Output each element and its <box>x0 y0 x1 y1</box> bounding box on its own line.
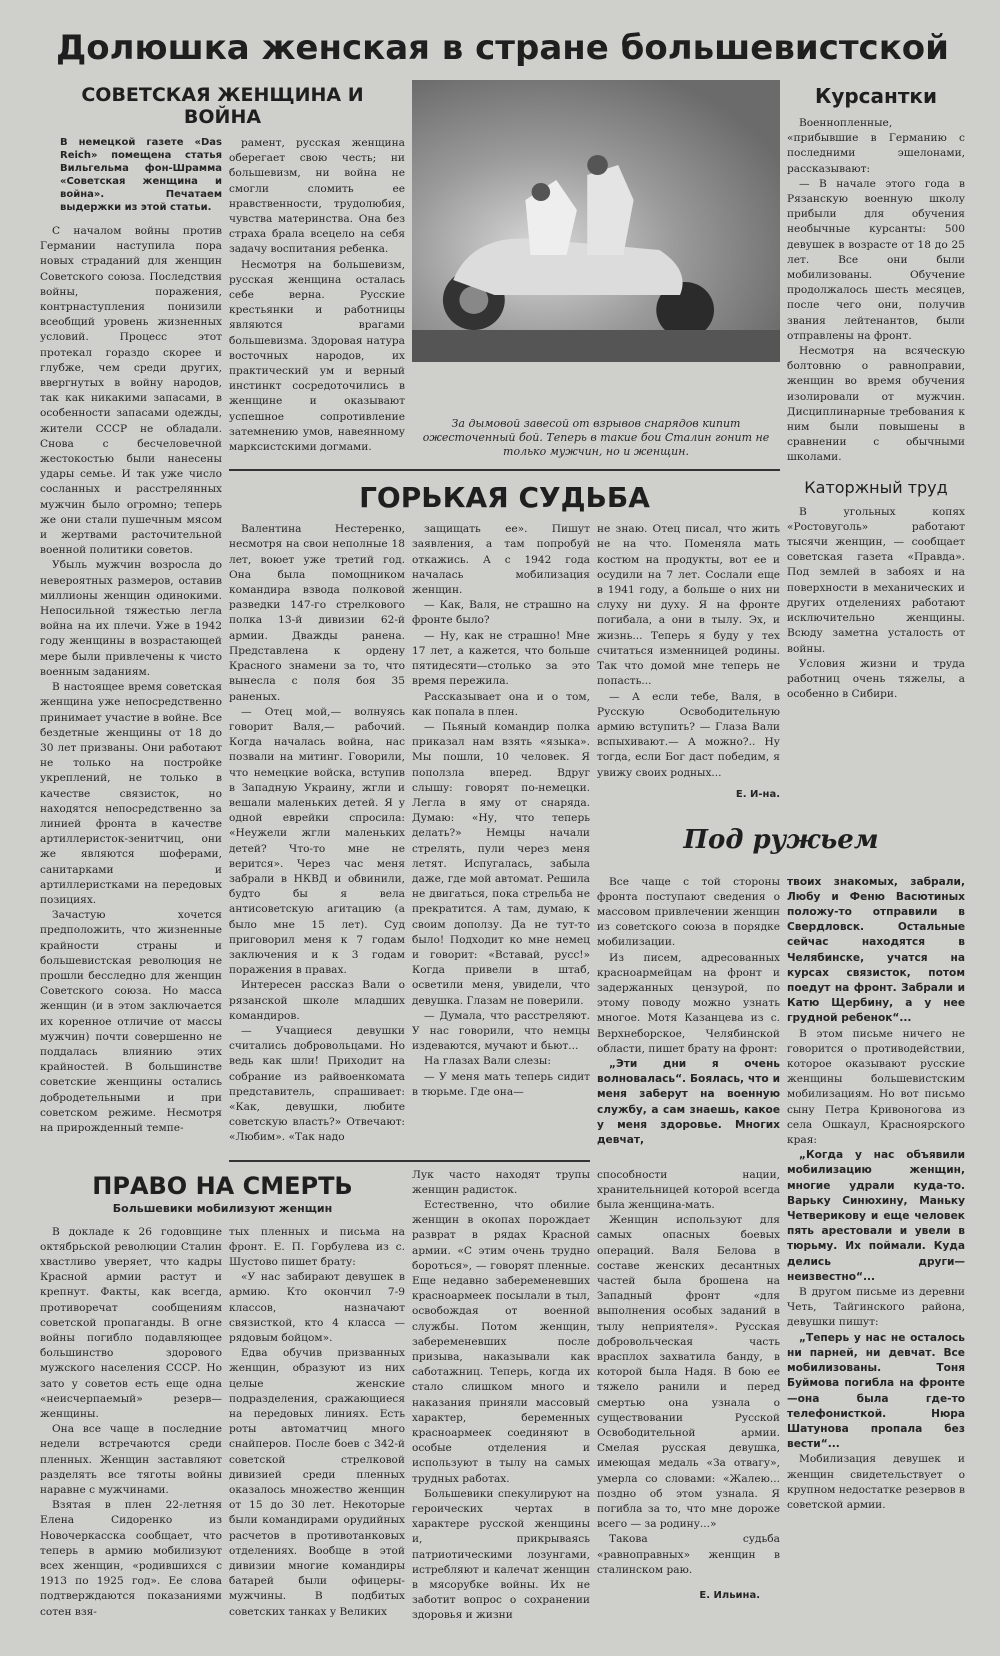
article-header-block <box>229 463 780 522</box>
letter-quote: твоих знакомых, забрали, Любу и Феню Васютиных положу-то отправили в Свердловск. Остальные сейчас находятся в Челябинске, учатся на курсах связисток, потом поедут на фронт. Забрали и Катю Щербину, а у нее грудной ребенок“... <box>787 875 965 1025</box>
article-column <box>787 505 965 711</box>
letter-quote: „Когда у нас объявили мобилизацию женщин, многие удрали куда-то. Варьку Синюхину, Маньку Четверикову и еще человек пять арестовали и увели в тюрьму. Их поймали. Куда делись други—неизвестно“... <box>787 1149 965 1283</box>
paragraph: Валентина Нестеренко, несмотря на свои неполные 18 лет, воюет уже третий год. Она была помощником командира взвода полковой разведки 147-го стрелкового полка 13-й дивизии 62-й армии. Дважды ранена. Представлена к ордену Красного знамени за то, что вынесла с поля боя 35 раненых. <box>229 523 405 703</box>
article-headline: ПРАВО НА СМЕРТЬ <box>92 1171 353 1200</box>
article-column <box>229 136 405 463</box>
paragraph: Несмотря на большевизм, русская женщина осталась себе верна. Русские крестьянки и работницы являются врагами большевизма. Здоровая натура восточных народов, их практический ум и верный инстинкт сосредоточились в женщине и оказывают успешное сопротивление затемнению умов, навеянному марксистскими догмами. <box>229 258 405 454</box>
article-column <box>597 522 780 810</box>
article-column <box>597 1168 780 1612</box>
paragraph: Зачастую хочется предположить, что жизненные крайности страны и большевистская революция не прошли бесследно для женщин Советского союза. Но масса женщин (и в этом заключается их коренное отличие от массы мужчин) почти совершенно не поддалась влиянию этих крайностей. В большинстве советские женщины остались добродетельными и при советском режиме. Несмотря на прирожденный темпе- <box>40 909 222 1134</box>
paragraph: Убыль мужчин возросла до невероятных размеров, оставив миллионы женщин одинокими. Непосильной тяжестью легла война на их плечи. Уже в 1942 году женщины в возрастающей мере были привлечены к чисто военным заданиям. <box>40 559 222 678</box>
paragraph: Она все чаще в последние недели встречаются среди пленных. Женщин заставляют разделять все тяготы войны наравне с мужчинами. <box>40 1423 222 1496</box>
paragraph: — Пьяный командир полка приказал нам взять «языка». Мы пошли, 10 человек. Я поползла вперед. Вдруг слышу: говорят по-немецки. Легла в яму от снаряда. Думаю: «Ну, что теперь делать?» Немцы начали стрелять, пули через меня летят. Испугалась, забыла даже, где мой автомат. Решила не двигаться, пока стрельба не прекратится. А там, думаю, к своим доползу. Да не тут-то было! Подходит ко мне немец и говорит: «Вставай, русс!» Когда привели в штаб, осветили меня, увидели, что девушка. Глазам не поверили. <box>412 720 590 1007</box>
paragraph: Условия жизни и труда работниц очень тяжелы, а особенно в Сибири. <box>787 657 965 701</box>
paragraph: Военнопленные, «прибывшие в Германию с последними эшелонами, рассказывают: <box>787 117 965 175</box>
paragraph: В докладе к 26 годовщине октябрьской революции Сталин хвастливо уверяет, что кадры Красной армии растут и крепнут. Факты, как всегда, противоречат сообщениям советской пропаганды. В огне войны погибло подавляющее большинство здорового мужского населения СССР. Но зато у советов есть еще одна «неисчерпаемый» резерв—женщины. <box>40 1225 222 1420</box>
photo-caption: За дымовой завесой от взрывов снарядов кипит ожесточенный бой. Теперь в такие бои Сталин гонит не только мужчин, но и женщин. <box>422 417 770 459</box>
paragraph: способности нации, хранительницей которой всегда была женщина-мать. <box>597 1168 780 1211</box>
page-title: Долюшка женская в стране большевистской <box>56 28 949 68</box>
paragraph: — Учащиеся девушки считались добровольцами. Но ведь как шли! Приходит на собрание из райвоенкомата представитель, спрашивает: «Как, девушки, любите советскую власть?» Отвечают: «Любим». «Так надо <box>229 1024 405 1144</box>
paragraph: Из писем, адресованных красноармейцам на фронт и задержанных цензурой, по этому поводу можно узнать многое. Мотя Казанцева из с. Верхнеборское, Челябинской области, пишет брату на фронт: <box>597 951 780 1055</box>
article-column <box>597 875 780 1157</box>
paragraph: защищать ее». Пишут заявления, а там попробуй откажись. А с 1942 года началась мобилизация женщин. <box>412 523 590 597</box>
article-column <box>787 875 965 1522</box>
paragraph: Такова судьба «равноправных» женщин в сталинском раю. <box>597 1533 780 1576</box>
paragraph: Женщин используют для самых опасных боевых операций. Валя Белова в составе женских десантных частей была брошена на Западный фронт «для выполнения особых заданий в тылу неприятеля». Русская добровольческая часть врасплох захватила банду, в которой была Надя. В бою ее тяжело ранили и перед смертью она узнала о существовании Русской Освободительной армии. Смелая русская девушка, имеющая медаль «За отвагу», умерла со словами: «Жалею... поздно об этом узнала. Я погибла за то, что мне дороже всего — за родину...» <box>597 1214 780 1531</box>
paragraph: Интересен рассказ Вали о рязанской школе младших командиров. <box>229 979 405 1022</box>
paragraph: «У нас забирают девушек в армию. Кто окончил 7-9 классов, назначают связисткой, кто 4 класса — рядовым бойцом». <box>229 1271 405 1344</box>
paragraph: — У меня мать теперь сидит в тюрьме. Где она— <box>412 1070 590 1098</box>
paragraph: На глазах Вали слезы: <box>424 1055 551 1068</box>
paragraph: Несмотря на всяческую болтовню о равноправии, женщин во время обучения изолировали от мужчин. Дисциплинарные требования к ним были повышены в сравнении с обычными школами. <box>787 345 965 464</box>
paragraph: — А если тебе, Валя, в Русскую Освободительную армию вступить? — Глаза Вали вспыхивают.— А можно?.. Ну тогда, если Бог даст победим, я увижу своих родных... <box>597 690 780 779</box>
paragraph: Естественно, что обилие женщин в окопах порождает разврат в рядах Красной армии. «С этим очень трудно бороться», — говорят пленные. Еще недавно забеременевших красноармеек посылали в тыл, освобождая от военной службы. Потом женщин, забеременевших после призыва, наказывали как саботажниц. Теперь, когда их стало слишком много и наказания приняли массовый характер, беременных красноармеек соединяют в особые отделения и используют в тылу на самых трудных работах. <box>412 1199 590 1485</box>
article-column <box>787 116 965 474</box>
paragraph: тых пленных и письма на фронт. Е. П. Горбулева из с. Шустово пишет брату: <box>229 1225 405 1268</box>
article-headline: Под ружьем <box>683 825 879 856</box>
article-headline: Курсантки <box>814 84 938 108</box>
paragraph: Рассказывает она и о том, как попала в плен. <box>412 690 590 718</box>
article-headline: ГОРЬКАЯ СУДЬБА <box>359 481 650 515</box>
article-lead: В немецкой газете «Das Reich» помещена статья Вильгельма фон-Шрамма «Советская женщина и война». Печатаем выдержки из этой статьи. <box>60 137 222 213</box>
article-headline: Каторжный труд <box>804 477 948 497</box>
article-headline: СОВЕТСКАЯ ЖЕНЩИНА И ВОЙНА <box>81 84 364 128</box>
paragraph: В другом письме из деревни Четь, Тайгинского района, девушки пишут: <box>787 1286 965 1329</box>
paragraph: В угольных копях «Ростовуголь» работают тысячи женщин, — сообщает советская газета «Правда». Под землей в забоях и на поверхности в механических и других отделениях работают исключительно женщины. Всюду заметна усталость от войны. <box>787 505 965 655</box>
paragraph: рамент, русская женщина оберегает свою честь; ни большевизм, ни война не смогли сломить ее нравственности, трудолюбия, чувства материнства. Она без страха брала всецело на себя задачу воспитания ребенка. <box>229 137 405 256</box>
paragraph: В настоящее время советская женщина уже непосредственно принимает участие в войне. Все бездетные женщины от 18 до 30 лет призваны. Они работают не только на постройке укреплений, не только в качестве связисток, но находятся непосредственно за линией фронта в качестве артиллеристок-зенитчиц, они же являются шоферами, санитарками и артиллеристками на передовых позициях. <box>40 681 222 906</box>
paragraph: не знаю. Отец писал, что жить не на что. Поменяла мать костюм на продукты, вот ее и осудили на 7 лет. Сослали еще в 1941 году, а больше о них ни слуху ни духу. Я на фронте погибала, а они в тылу. Эх, и жизнь... Теперь я буду у тех считаться изменницей родины. Так что домой мне теперь не попасть... <box>597 523 780 688</box>
signature: Е. Ильина. <box>699 1590 760 1602</box>
paragraph: Большевики спекулируют на героических чертах в характере русской женщины и, прикрываясь патриотическими лозунгами, истребляют и калечат женщин в мясорубке войны. Их не заботит вопрос о сохранении здоровья и жизни <box>412 1487 590 1622</box>
article-column <box>40 136 222 1144</box>
article-header-block <box>40 1168 405 1221</box>
letter-quote: „Теперь у нас не осталось ни парней, ни девчат. Все мобилизованы. Тоня Буймова погибла на фронте—она была где-то телефонисткой. Нюра Шатунова пропала без вести“... <box>787 1331 965 1451</box>
paragraph: Взятая в плен 22-летняя Елена Сидоренко из Новочеркасска сообщает, что теперь в армию мобилизуют всех женщин, «родившихся с 1913 по 1925 год». Ее слова подтверждаются показаниями сотен взя- <box>40 1499 222 1618</box>
war-photo <box>412 80 780 362</box>
page-grid <box>40 24 972 1632</box>
paragraph: — В начале этого года в Рязанскую военную школу прибыли для обучения необычные курсанты: 500 девушек в возрасте от 18 до 25 лет. Все они были мобилизованы. Обучение продолжалось шесть месяцев, после чего они, получив звания лейтенантов, были отправлены на фронт. <box>787 177 965 342</box>
divider <box>229 469 780 471</box>
article-subheadline: Большевики мобилизуют женщин <box>112 1201 333 1215</box>
paragraph: Мобилизация девушек и женщин свидетельствует о крупном недостатке резервов в советской армии. <box>787 1453 965 1511</box>
article-column <box>412 522 590 1108</box>
paragraph: — Как, Валя, не страшно на фронте было? <box>412 599 590 627</box>
letter-quote: „Эти дни я очень волновалась“. Боялась, что и меня заберут на военную службу, а сам знаешь, какое у меня здоровье. Многих девчат, <box>597 1058 780 1147</box>
paragraph: Едва обучив призванных женщин, образуют из них целые женские подразделения, сражающиеся на передовых линиях. Есть роты автоматчиц много снайперов. После боев с 342-й советской стрелковой дивизией среди пленных оказалось множество женщин от 15 до 30 лет. Некоторые были командирами орудийных расчетов в противотанковых отделениях. Вообще в этой дивизии многие командиры батарей были офицеры-мужчины. В подбитых советских танках у Великих <box>229 1347 405 1618</box>
article-column <box>40 1225 222 1628</box>
paragraph: — Ну, как не страшно! Мне 17 лет, а кажется, что больше пятидесяти—столько за это время пережила. <box>412 629 590 688</box>
motorcycle-sidecar-illustration <box>412 80 780 362</box>
paragraph: — Отец мой,— волнуясь говорит Валя,— рабочий. Когда началась война, нас позвали на митинг. Говорили, что немецкие войска, вступив в Западную Украину, жгли и вешали маленьких детей. Я у одной еврейки спросила: «Неужели жгли маленьких детей? Что-то мне не верится». Через час меня забрали в НКВД и обвинили, будто бы я вела антисоветскую агитацию (а было мне 15 лет). Суд приговорил меня к 7 годам заключения и к 3 годам поражения в правах. <box>229 705 405 977</box>
article-column <box>412 1168 590 1632</box>
paragraph: — Думала, что расстреляют. У нас говорили, что немцы издеваются, мучают и бьют... <box>412 1009 590 1053</box>
paragraph: С началом войны против Германии наступила пора новых страданий для женщин Советского союза. Последствия войны, поражения, контрнаступления понизили всеобщий уровень жизненных условий. Процесс этот протекал гораздо скорее и глубже, чем среди других, ввергнутых в войну народов, так как никакими запасами, в особенности запасами одежды, жители СССР не обладали. Снова с бесчеловечной жестокостью были нанесены удары семье. И так уже число сосланных и расстрелянных мужчин было огромно; теперь же они стали пушечным мясом и жертвами расточительной военной политики советов. <box>40 225 222 557</box>
signature: Е. И-на. <box>735 788 780 800</box>
divider <box>229 1160 590 1162</box>
article-column <box>229 1225 405 1628</box>
paragraph: Лук часто находят трупы женщин радисток. <box>412 1168 590 1196</box>
article-column <box>229 522 405 1153</box>
paragraph: Все чаще с той стороны фронта поступают сведения о массовом привлечении женщин из советского союза в порядке мобилизации. <box>597 875 780 949</box>
paragraph: В этом письме ничего не говорится о противодействии, которое оказывают русские женщины большевистским мобилизациям. Но вот письмо сыну Петра Кривоногова из села Ошкаул, Красноярского края: <box>787 1027 965 1147</box>
right-column <box>787 80 965 710</box>
